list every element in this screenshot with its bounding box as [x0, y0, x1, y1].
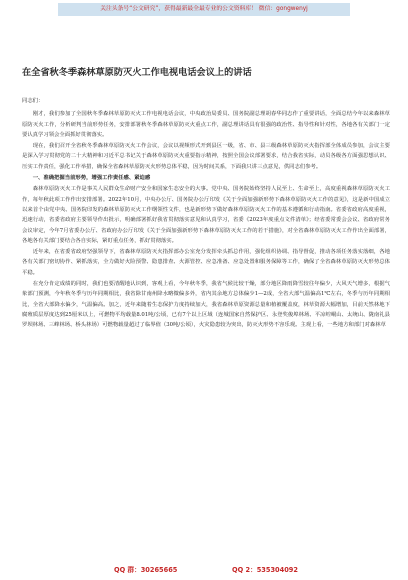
qq-group-1: QQ 群：30265665 — [114, 566, 178, 574]
paragraph: 近年来，在省委省政府坚强领导下，省森林草原防灭火指挥部办公室充分发挥牵头抓总作用，强化组织协调、指导督促，推动各项任务落实落细，各地各有关部门密切协作、紧抓落实，全力做好火险预警、隐患排查、火源管控、应急准备、应急处置和服务保障等工作，确保了全省森林草原防灭火形势总体平稳。 — [22, 249, 390, 276]
document-title: 在全省秋冬季森林草原防灭火工作电视电话会议上的讲话 — [22, 67, 252, 78]
document-body — [22, 96, 390, 552]
paragraph: 刚才，我们参加了全国秋冬季森林草原防灭火工作电视电话会议，中央政治局委员、国务院副总理胡春华同志作了重要讲话，全面总结今年以来森林草原防灭火工作，分析研判当前形势任务，安排部署秋冬季森林草原防灭火重点工作，副总理讲话具有很强的政治性、指导性和针对性，各地各有关部门一定要认真学习领会全面抓好贯彻落实。 — [22, 111, 390, 138]
greeting: 同志们： — [22, 98, 44, 104]
footer-banner — [0, 562, 408, 578]
paragraph: 在充分肯定成绩的同时，我们也要清醒地认识到，客观上看，今年秋冬季，我省气候比较干燥，部分地区降雨降雪较往年偏少，大风天气增多，根据气象部门预测，今年秋冬季与历年同期相比，我省除甘南州降水略微偏多外，省内其余地方总体偏少1—2成，全省大部气温偏高1℃左右，冬季与历年同期相比，全省大部降水偏少，气温偏高。加之，近年来随着生态保护力度持续加大，我省森林草原资源总量和植被覆盖度，林草资源大幅增加，目前天然林地下腐殖质层厚度达到25厘米以上，可燃物平均载量8.01吨/公顷，已有7个以上区域（连城国家自然保护区、永登奖俊埠林场、平凉崆峒山、太统山、陇南礼县罗坝林场、三峰林场、桥头林场）可燃物载量超过了临界值（30吨/公顷），火灾隐患较为突出，防灭火形势不容乐观。主观上看，一些地方和部门对森林草 — [22, 281, 390, 329]
section-heading: 一、准确把握当前形势，增强工作责任感、紧迫感 — [32, 175, 151, 182]
paragraph: 森林草原防灭火工作是事关人民群众生命财产安全和国家生态安全的大事。党中央、国务院始终坚持人民至上、生命至上，高度重视森林草原防灭火工作，每年秋此项工作作出安排部署。2022年10月，中央办公厅、国务院办公厅印发《关于全面加强新形势下森林草原防灭火工作的意见》，这是新中国成立以来首个由党中央、国务院印发的森林草原防灭火工作纲领性文件，也是新形势下做好森林草原防灭火工作的基本遵循和行动指南。省委省政府高度重视，迅速行动，省委省政府主要领导作出批示，明确部署抓好我省贯彻落实意见和认真学习，省委《2023年度重点文件清单》；经省委常委会会议、省政府常务会议审定，今年7月省委办公厅、省政府办公厅印发《关于全面加强新形势下森林草原防灭火工作的若干措施》，对全省森林草原防灭火工作作出全面部署，各地各有关部门要结合各自实际，紧盯重点任务，抓好贯彻落实。 — [22, 186, 390, 244]
paragraph: 现在，我们召开全省秋冬季森林草原防灭火工作会议，会议以视频形式开到县区一级，省、市、县三级森林草原防灭火指挥部全体成员参加，会议主要是深入学习贯彻党的二十大精神和习近平总书记关于森林草原防灭火重要指示精神，按照全国会议部署要求，结合我省实际，动员各级各方面强思想认识、压实工作责任，强化工作举措，确保全省森林草原防灭火形势总体平稳，因为时间关系，下面我只讲三点意见，供同志们参考。 — [22, 143, 390, 170]
qq-group-2: QQ 2：535304092 — [232, 566, 298, 574]
promo-banner: 关注头条号“公文研究”，获得最新最全最专业的公文资料库！ 微信：gongwenyj — [58, 3, 350, 16]
